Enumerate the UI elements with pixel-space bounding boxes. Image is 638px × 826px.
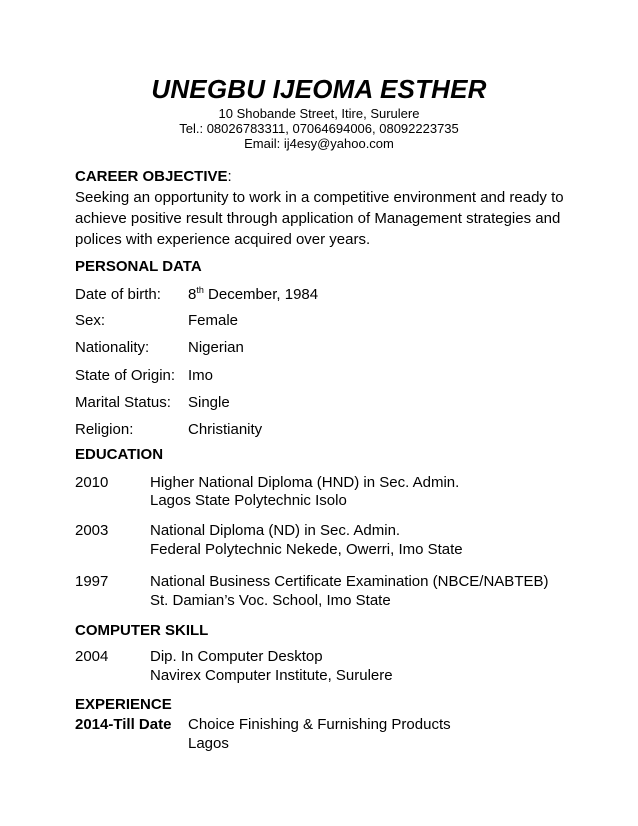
nationality-label: Nationality: — [75, 339, 150, 356]
experience-employer: Choice Finishing & Furnishing Products — [188, 716, 451, 733]
sex-value: Female — [188, 312, 239, 329]
marital-status-value: Single — [188, 394, 230, 411]
education-institution: St. Damian’s Voc. School, Imo State — [150, 592, 391, 609]
education-institution: Federal Polytechnic Nekede, Owerri, Imo State — [150, 541, 463, 558]
education-institution: Lagos State Polytechnic Isolo — [150, 492, 347, 509]
dob-day: 8 — [188, 286, 197, 303]
computer-skill-institution: Navirex Computer Institute, Surulere — [150, 667, 393, 684]
computer-skill-heading: COMPUTER SKILL — [75, 622, 209, 639]
computer-skill-diploma: Dip. In Computer Desktop — [150, 648, 323, 665]
experience-heading: EXPERIENCE — [75, 696, 172, 713]
education-year: 1997 — [75, 573, 109, 590]
career-objective-title: CAREER OBJECTIVE — [75, 168, 228, 185]
experience-period: 2014-Till Date — [75, 716, 172, 733]
dob-value — [188, 286, 318, 303]
career-objective-heading — [75, 168, 232, 185]
sex-label: Sex: — [75, 312, 106, 329]
email: Email: ij4esy@yahoo.com — [244, 136, 394, 151]
state-of-origin-value: Imo — [188, 367, 214, 384]
nationality-value: Nigerian — [188, 339, 244, 356]
dob-label: Date of birth: — [75, 286, 161, 303]
personal-data-heading: PERSONAL DATA — [75, 258, 202, 275]
telephone: Tel.: 08026783311, 07064694006, 08092223735 — [179, 121, 459, 136]
experience-location: Lagos — [188, 735, 229, 752]
career-objective-colon: : — [227, 168, 232, 185]
state-of-origin-label: State of Origin: — [75, 367, 176, 384]
education-qualification: National Diploma (ND) in Sec. Admin. — [150, 522, 401, 539]
applicant-name: UNEGBU IJEOMA ESTHER — [151, 74, 487, 104]
objective-line: Seeking an opportunity to work in a competitive environment and ready to — [75, 189, 564, 206]
education-year: 2010 — [75, 474, 109, 491]
objective-line: achieve positive result through application of Management strategies and — [75, 210, 561, 227]
religion-label: Religion: — [75, 421, 134, 438]
education-heading: EDUCATION — [75, 446, 164, 463]
objective-line: polices with experience acquired over years. — [75, 231, 371, 248]
dob-ordinal: th — [196, 285, 204, 295]
computer-skill-year: 2004 — [75, 648, 109, 665]
education-qualification: Higher National Diploma (HND) in Sec. Admin. — [150, 474, 460, 491]
address: 10 Shobande Street, Itire, Surulere — [218, 106, 420, 121]
education-qualification: National Business Certificate Examination (NBCE/NABTEB) — [150, 573, 549, 590]
education-year: 2003 — [75, 522, 109, 539]
marital-status-label: Marital Status: — [75, 394, 171, 411]
dob-month-year: December, 1984 — [203, 286, 319, 303]
religion-value: Christianity — [188, 421, 263, 438]
